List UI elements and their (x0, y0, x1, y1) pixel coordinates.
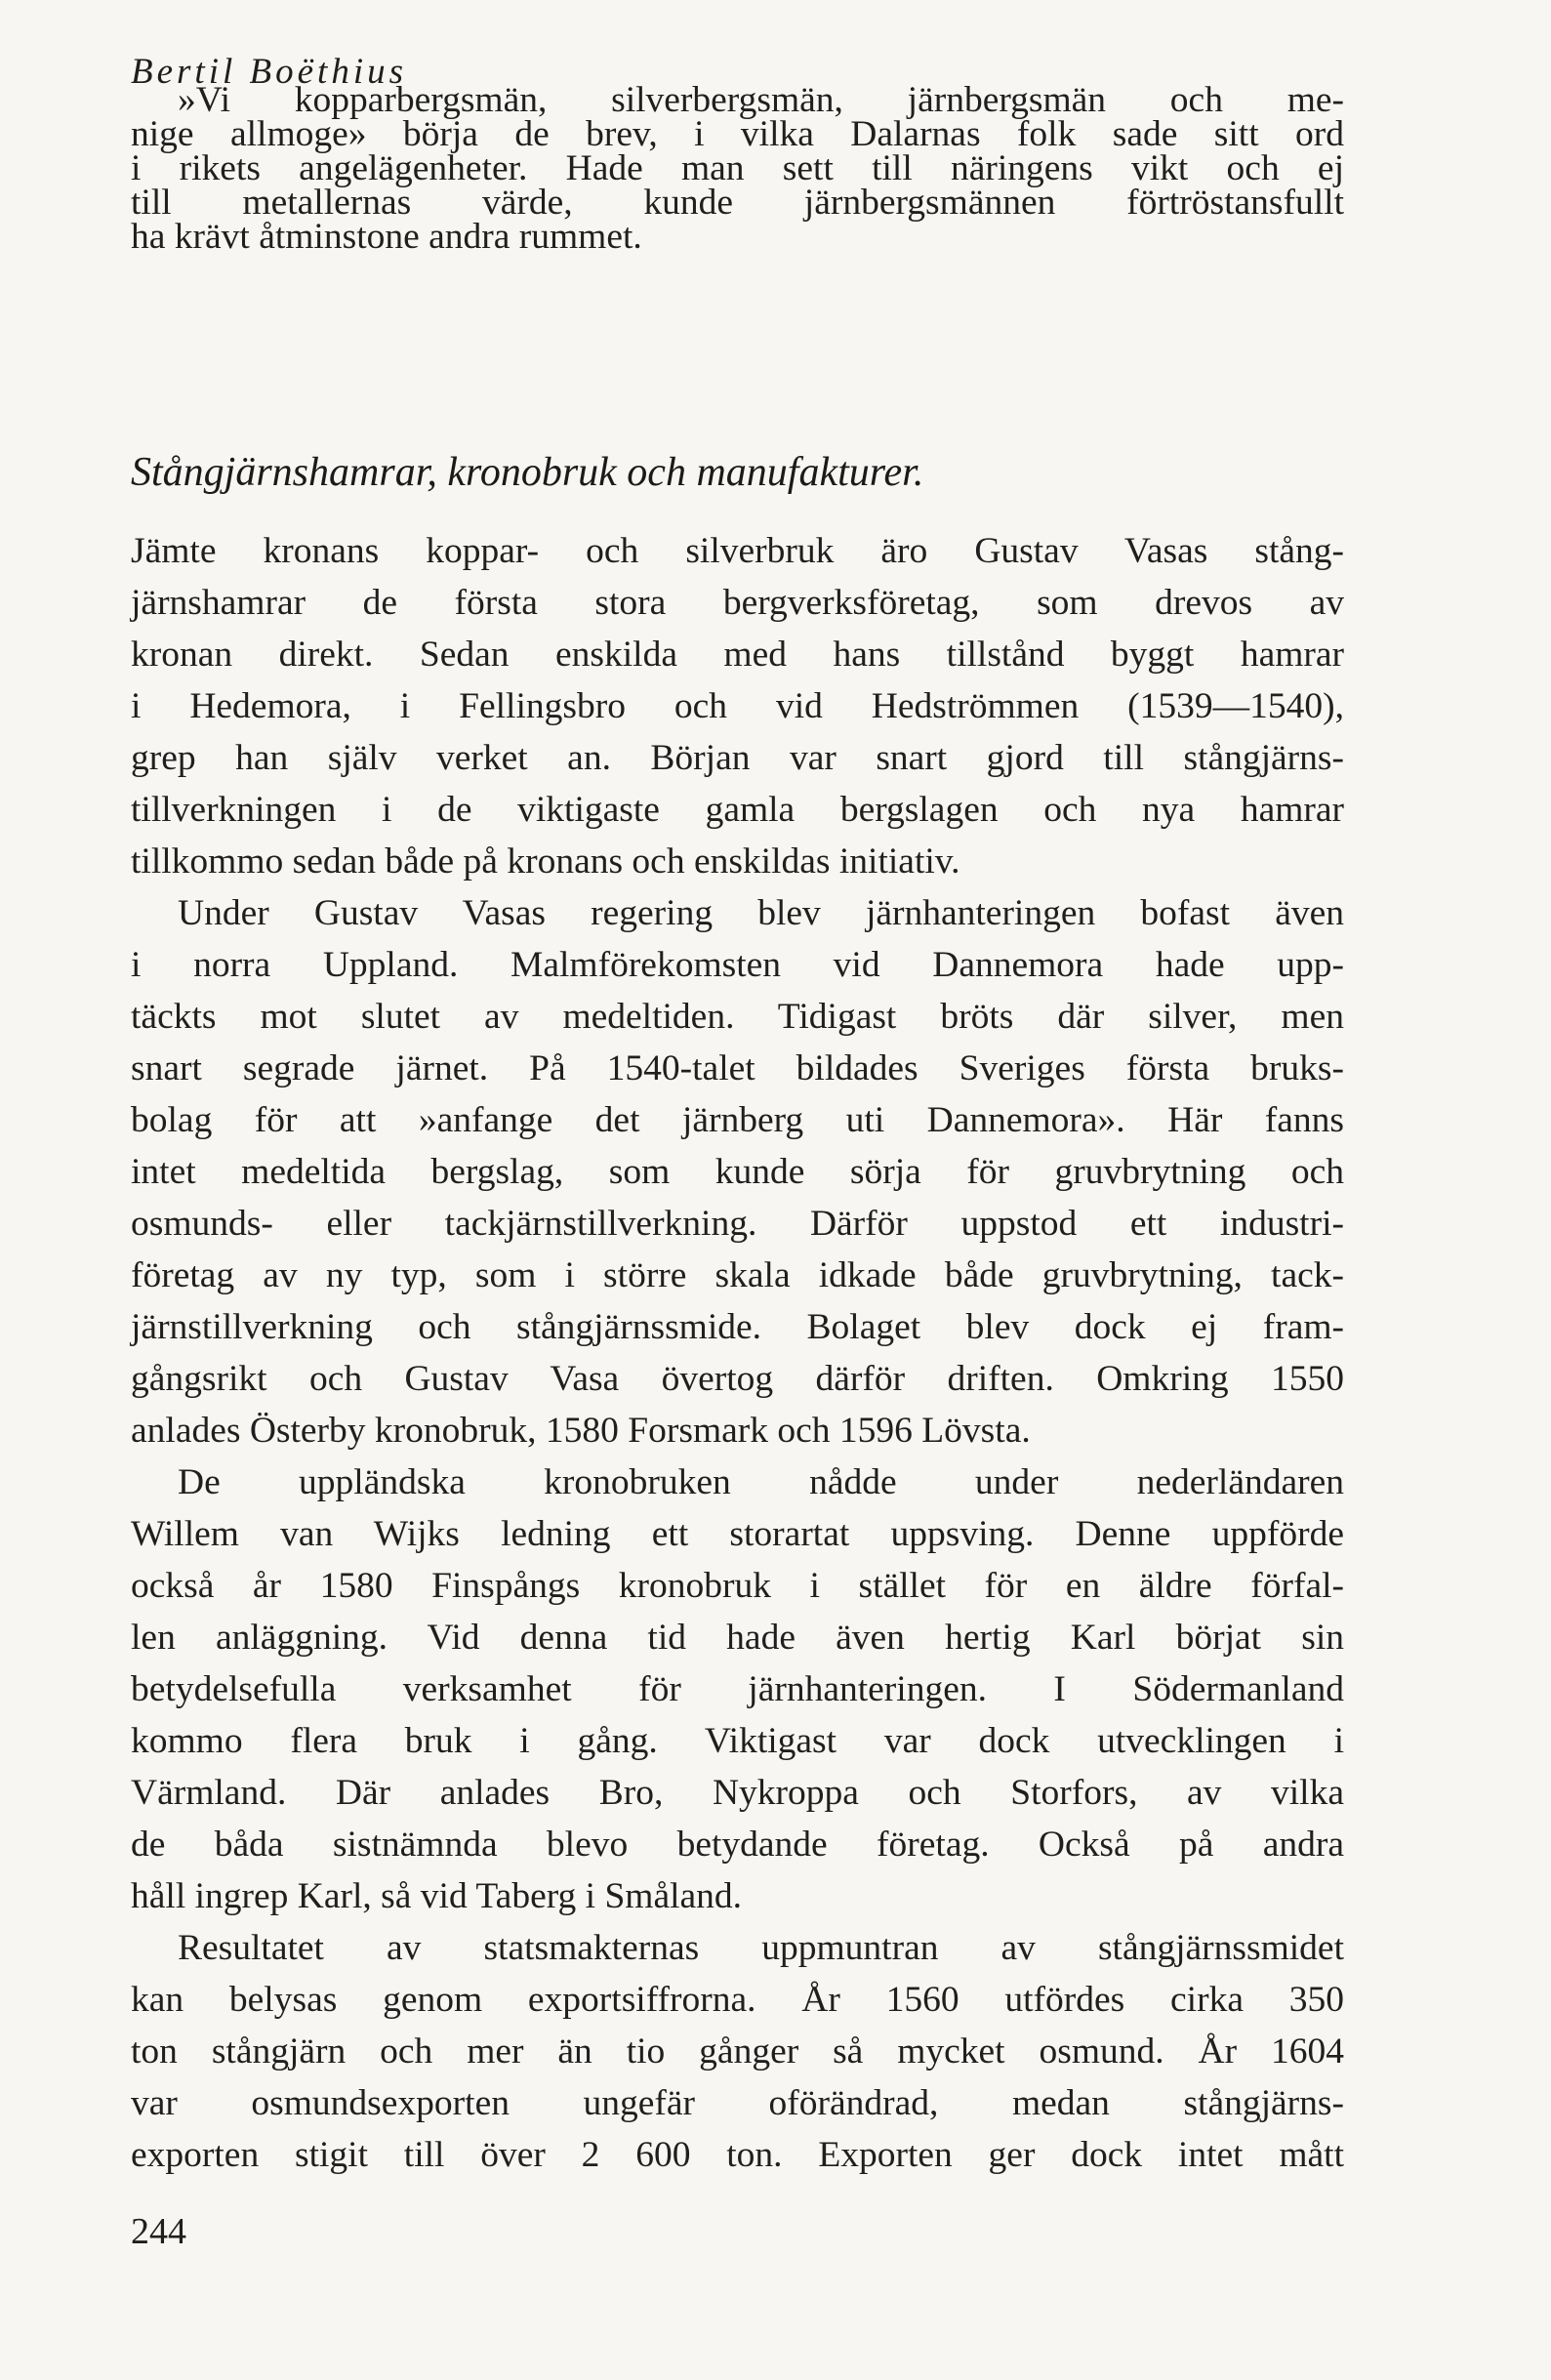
text-line: snart segrade järnet. På 1540-talet bildades Sveriges första bruks- (131, 1048, 1344, 1088)
text-line: järnstillverkning och stångjärnssmide. Bolaget blev dock ej fram- (131, 1307, 1344, 1347)
text-line: kan belysas genom exportsiffrorna. År 1560 utfördes cirka 350 (131, 1980, 1344, 2020)
text-line: grep han själv verket an. Början var snart gjord till stångjärns- (131, 738, 1344, 778)
text-line: till metallernas värde, kunde järnbergsmännen förtröstansfullt (131, 183, 1344, 223)
text-line: De uppländska kronobruken nådde under nederländaren (178, 1462, 1344, 1502)
text-line: Resultatet av statsmakternas uppmuntran av stångjärnssmidet (178, 1928, 1344, 1968)
text-line: »Vi kopparbergsmän, silverbergsmän, järnbergsmän och me- (178, 80, 1344, 120)
text-line: anlades Österby kronobruk, 1580 Forsmark och 1596 Lövsta. (131, 1411, 1031, 1451)
running-head: Bertil Boëthius (131, 52, 407, 92)
text-line: ha krävt åtminstone andra rummet. (131, 217, 642, 257)
text-line: osmunds- eller tackjärnstillverkning. Därför uppstod ett industri- (131, 1204, 1344, 1244)
text-line: nige allmoge» börja de brev, i vilka Dalarnas folk sade sitt ord (131, 114, 1344, 154)
text-line: var osmundsexporten ungefär oförändrad, medan stångjärns- (131, 2083, 1344, 2123)
text-line: Värmland. Där anlades Bro, Nykroppa och Storfors, av vilka (131, 1773, 1344, 1813)
text-line: i Hedemora, i Fellingsbro och vid Hedströmmen (1539—1540), (131, 686, 1344, 726)
text-line: tillkommo sedan både på kronans och enskildas initiativ. (131, 841, 960, 882)
section-heading: Stångjärnshamrar, kronobruk och manufakturer. (131, 450, 924, 495)
text-line: företag av ny typ, som i större skala idkade både gruvbrytning, tack- (131, 1255, 1344, 1295)
text-line: i rikets angelägenheter. Hade man sett till näringens vikt och ej (131, 148, 1344, 188)
text-line: intet medeltida bergslag, som kunde sörja för gruvbrytning och (131, 1152, 1344, 1192)
text-line: bolag för att »anfange det järnberg uti Dannemora». Här fanns (131, 1100, 1344, 1140)
text-line: håll ingrep Karl, så vid Taberg i Småland. (131, 1876, 743, 1916)
text-line: också år 1580 Finspångs kronobruk i stället för en äldre förfal- (131, 1566, 1344, 1606)
text-line: len anläggning. Vid denna tid hade även hertig Karl börjat sin (131, 1618, 1344, 1658)
text-line: de båda sistnämnda blevo betydande företag. Också på andra (131, 1825, 1344, 1865)
text-line: Under Gustav Vasas regering blev järnhanteringen bofast även (178, 893, 1344, 933)
text-line: gångsrikt och Gustav Vasa övertog därför driften. Omkring 1550 (131, 1359, 1344, 1399)
page-number: 244 (131, 2211, 186, 2252)
text-line: järnshamrar de första stora bergverksföretag, som drevos av (131, 583, 1344, 623)
text-line: betydelsefulla verksamhet för järnhanteringen. I Södermanland (131, 1669, 1344, 1709)
text-line: Jämte kronans koppar- och silverbruk äro Gustav Vasas stång- (131, 531, 1344, 571)
text-line: i norra Uppland. Malmförekomsten vid Dannemora hade upp- (131, 945, 1344, 985)
text-line: kommo flera bruk i gång. Viktigast var dock utvecklingen i (131, 1721, 1344, 1761)
text-line: Willem van Wijks ledning ett storartat uppsving. Denne uppförde (131, 1514, 1344, 1554)
text-line: kronan direkt. Sedan enskilda med hans tillstånd byggt hamrar (131, 635, 1344, 675)
text-line: ton stångjärn och mer än tio gånger så mycket osmund. År 1604 (131, 2031, 1344, 2072)
text-line: tillverkningen i de viktigaste gamla bergslagen och nya hamrar (131, 790, 1344, 830)
text-line: täckts mot slutet av medeltiden. Tidigast bröts där silver, men (131, 997, 1344, 1037)
text-line: exporten stigit till över 2 600 ton. Exporten ger dock intet mått (131, 2135, 1344, 2175)
